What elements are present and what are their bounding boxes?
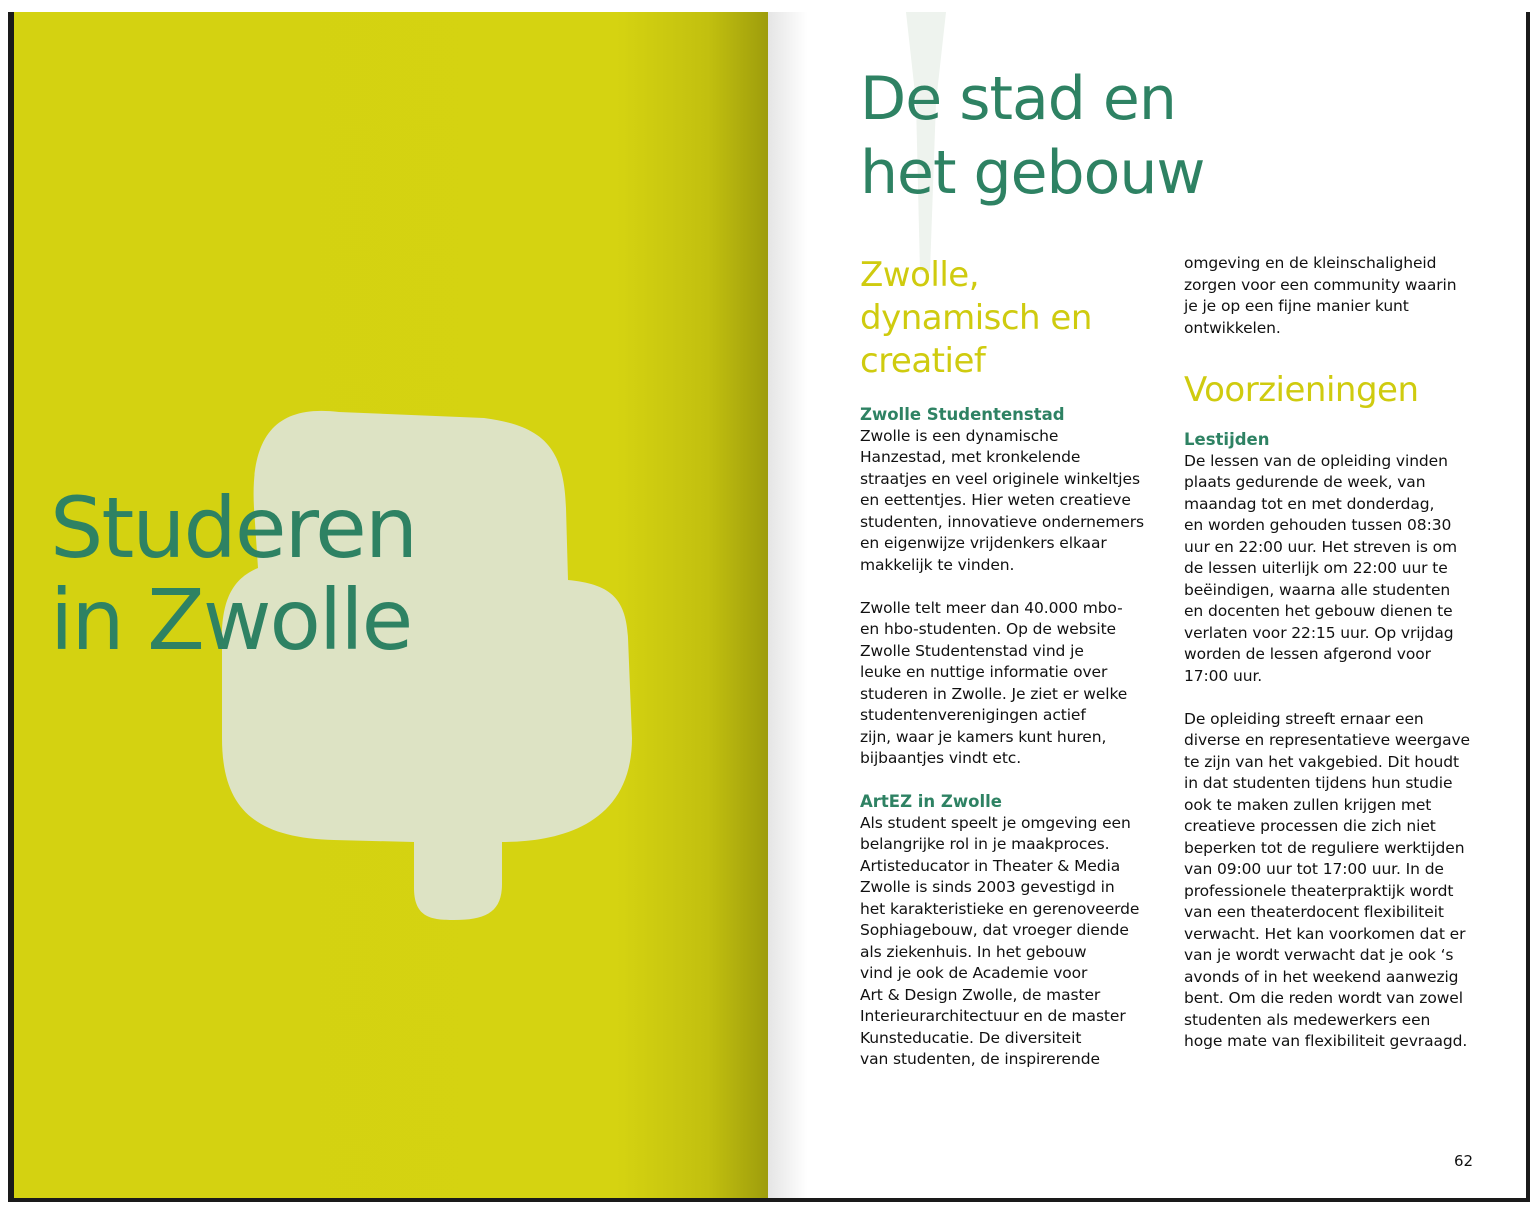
paragraph-continuation: omgeving en de kleinschaligheid zorgen voor een community waarin je je op een fijne manier kunt ontwikkelen. [1184,254,1457,337]
paragraph-lestijden-2: De opleiding streeft ernaar een diverse en representatieve weergave te zijn van het vakgebied. Dit houdt in dat studenten tijdens hun studie ook te maken zullen krijgen met creatieve processen die zich niet beperken tot de reguliere werktijden van 09:00 uur tot 17:00 uur. In de professionele theaterpraktijk wordt van een theaterdocent flexibiliteit verwacht. Het kan voorkomen dat er van je wordt verwacht dat je ook ‘s avonds of in het weekend aanwezig bent. Om die reden wordt van zowel studenten als medewerkers een hoge mate van flexibiliteit gevraagd. [1184,709,1470,1050]
page-number: 62 [1454,1152,1474,1170]
section-heading-voorzieningen: Voorzieningen [1184,370,1419,410]
subheading-lestijden: Lestijden [1184,430,1270,449]
left-page-title: Studeren in Zwolle [50,479,417,669]
paragraph-zwolle-2: Zwolle telt meer dan 40.000 mbo- en hbo-studenten. Op de website Zwolle Studentenstad vind je leuke en nuttige informatie over studeren in Zwolle. Je ziet er welke studentenverenigingen actief zijn, waar je kamers kunt huren, bijbaantjes vindt etc. [860,598,1128,767]
subheading-artez-in-zwolle: ArtEZ in Zwolle [860,792,1002,811]
section-heading-zwolle: Zwolle, dynamisch en creatief [860,255,1092,381]
page-title: De stad en het gebouw [860,64,1205,208]
paragraph-lestijden-1: De lessen van de opleiding vinden plaats gedurende de week, van maandag tot en met donderdag, en worden gehouden tussen 08:30 uur en 22:00 uur. Het streven is om de lessen uiterlijk om 22:00 uur te beëindigen, waarna alle studenten en docenten het gebouw dienen te verlaten voor 22:15 uur. Op vrijdag worden de lessen afgerond voor 17:00 uur. [1184,451,1458,685]
paragraph-zwolle-1: Zwolle is een dynamische Hanzestad, met kronkelende straatjes en veel originele winkeltjes en eettentjes. Hier weten creatieve studenten, innovatieve ondernemers en eigenwijze vrijdenkers elkaar makkelijk te vinden. [860,426,1144,574]
gutter-shadow [768,12,808,1198]
text-column-1 [860,254,1160,1071]
subheading-zwolle-studentenstad: Zwolle Studentenstad [860,405,1065,424]
paragraph-artez: Als student speelt je omgeving een belangrijke rol in je maakproces. Artisteducator in Theater & Media Zwolle is sinds 2003 gevestigd in het karakteristieke en gerenoveerde Sophiagebouw, dat vroeger diende als ziekenhuis. In het gebouw vind je ook de Academie voor Art & Design Zwolle, de master Interieurarchitectuur en de master Kunsteducatie. De diversiteit van studenten, de inspirerende [860,813,1140,1068]
text-column-2 [1184,253,1484,1053]
